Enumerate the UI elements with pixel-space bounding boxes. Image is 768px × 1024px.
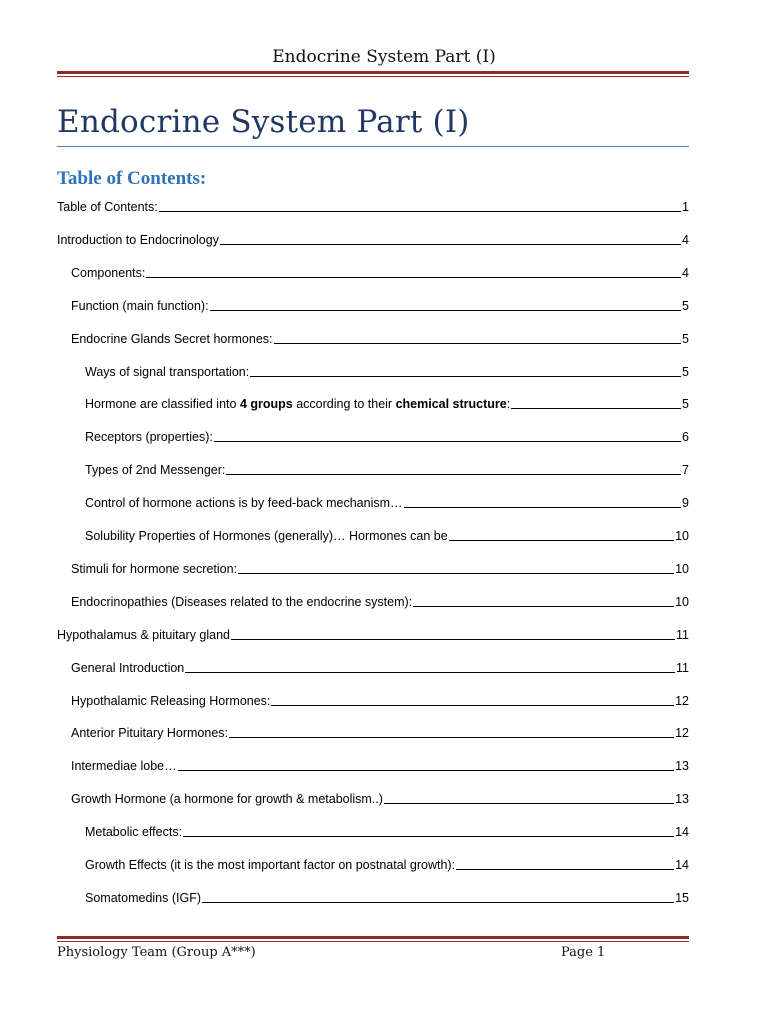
toc-entry-page-number: 14 [675,825,689,840]
toc-entry-label [71,297,209,315]
toc-entry[interactable] [71,659,689,677]
toc-entry-label-part: Table of Contents: [57,200,158,214]
toc-entry-page-number: 1 [682,200,689,214]
toc-leader-line [250,375,681,377]
toc-entry-label-part: Ways of signal transportation: [85,364,250,379]
toc-entry-label-part: Anterior Pituitary Hormones: [71,726,229,741]
toc-entry-page-number: 12 [675,726,689,741]
toc-leader-line [183,835,674,837]
toc-entry-label-part: Metabolic effects: [85,825,183,840]
toc-entry-label-part: : [506,397,511,412]
toc-leader-line [271,704,674,706]
toc-entry-label-part: Solubility Properties of Hormones (generally)… Hormones can be [85,529,448,543]
toc-leader-line [185,671,675,673]
running-header: Endocrine System Part (I) [272,47,496,67]
toc-entry[interactable] [71,757,689,775]
toc-entry-page-number: 7 [682,463,689,478]
toc-entry-page-number: 5 [682,331,689,346]
toc-entry[interactable] [57,231,689,249]
title-underline [57,146,689,147]
toc-entry-label [57,626,230,644]
toc-entry-label-bold-part: 4 groups [239,397,293,412]
header-divider [57,71,689,77]
document-title: Endocrine System Part (I) [57,104,470,140]
toc-entry-label-part: Components: [71,265,146,280]
toc-entry-label-part: Hypothalamus & pituitary gland [57,627,231,642]
toc-entry[interactable] [85,461,689,479]
toc-entry-label-part: Intermediae lobe… [71,759,177,774]
toc-entry-label-part: Growth Hormone (a hormone for growth & metabolism..) [71,792,383,807]
toc-leader-line [449,539,674,541]
toc-entry[interactable] [85,856,689,874]
toc-leader-line [178,769,674,771]
footer-page-number: Page 1 [561,945,606,960]
toc-entry-label-part: Receptors (properties): [85,430,213,445]
toc-entry-page-number: 11 [676,627,689,642]
toc-entry[interactable] [71,724,689,742]
toc-entry-page-number: 5 [682,298,689,313]
footer-team: Physiology Team (Group A***) [57,945,256,960]
toc-entry-label [57,231,219,249]
toc-entry-label-part: Somatomedins (IGF) [85,890,202,905]
toc-entry[interactable] [85,889,689,907]
toc-entry-page-number: 11 [676,660,689,675]
toc-entry-label [57,198,158,216]
toc-heading: Table of Contents: [57,168,207,189]
toc-entry-label-part: Endocrinopathies (Diseases related to the endocrine system): [71,594,413,609]
toc-entry-page-number: 14 [675,858,689,872]
toc-leader-line [159,210,681,212]
toc-entry-label-part: Hypothalamic Releasing Hormones: [71,693,271,708]
toc-leader-line [210,309,681,311]
toc-entry-label [71,724,228,742]
toc-entry[interactable] [57,626,689,644]
toc-entry-label [71,560,237,578]
toc-entry-label-part: Control of hormone actions is by feed-back mechanism… [85,496,403,511]
toc-entry-page-number: 5 [682,364,689,379]
toc-leader-line [274,342,682,344]
toc-entry-label-part: Types of 2nd Messenger: [85,463,226,478]
toc-entry[interactable] [71,560,689,578]
toc-entry[interactable] [71,790,689,808]
toc-leader-line [229,736,674,738]
toc-entry-page-number: 6 [682,430,689,445]
toc-entry-label [71,330,273,348]
toc-entry-label [85,461,225,479]
toc-entry-label [71,790,383,808]
toc-entry[interactable] [85,527,689,545]
toc-entry[interactable] [85,363,689,381]
toc-entry-page-number: 10 [675,561,689,576]
toc-entry-label [71,757,177,775]
toc-entry-label [71,659,184,677]
toc-entry-label [71,264,145,282]
toc-entry-label [71,692,270,710]
toc-leader-line [202,901,674,903]
toc-leader-line [220,243,681,245]
toc-entry-label [85,428,213,446]
toc-entry-label-part: General Introduction [71,660,185,675]
toc-entry[interactable] [71,297,689,315]
toc-entry[interactable] [71,264,689,282]
toc-entry-label-part: Growth Effects (it is the most important factor on postnatal growth): [85,858,456,872]
toc-leader-line [384,802,674,804]
toc-entry[interactable] [71,330,689,348]
toc-leader-line [413,605,674,607]
toc-leader-line [404,506,682,508]
toc-entry-label [85,527,448,545]
toc-entry-label [85,363,249,381]
toc-entry-page-number: 15 [675,890,689,905]
toc-leader-line [238,572,674,574]
toc-entry[interactable] [71,692,689,710]
toc-entry-page-number: 9 [682,496,689,511]
toc-entry-label-part: Stimuli for hormone secretion: [71,561,238,576]
toc-entry-label-part: Introduction to Endocrinology [57,232,219,247]
toc-entry-label-part: according to their [292,397,396,412]
toc-entry-label-part: Endocrine Glands Secret hormones: [71,331,273,346]
toc-entry-label [85,823,182,841]
toc-leader-line [214,440,681,442]
footer-divider [57,936,689,942]
toc-entry-label [85,494,403,512]
toc-entry-page-number: 10 [675,594,689,609]
toc-entry-label-bold-part: chemical structure [395,397,507,412]
toc-entry-page-number: 13 [675,759,689,774]
toc-entry-page-number: 4 [682,232,689,247]
toc-entry[interactable] [85,428,689,446]
toc-entry-label [71,593,412,611]
toc-entry-page-number: 12 [675,693,689,708]
toc-entry-label-part: Hormone are classified into [85,397,240,412]
toc-leader-line [511,407,681,409]
toc-entry[interactable] [71,593,689,611]
toc-entry-label-part: Function (main function): [71,298,209,313]
toc-entry[interactable] [57,198,689,216]
toc-entry-label [85,856,455,874]
toc-leader-line [231,638,675,640]
toc-leader-line [226,473,681,475]
toc-entry[interactable] [85,494,689,512]
toc-entry[interactable] [85,395,689,413]
toc-entry-page-number: 4 [682,265,689,280]
toc-leader-line [456,868,674,870]
toc-entry-page-number: 13 [675,792,689,807]
toc-entry-label [85,889,201,907]
toc-entry-label [85,395,510,413]
toc-entry-page-number: 5 [682,397,689,412]
toc-entry-page-number: 10 [675,529,689,543]
toc-leader-line [146,276,681,278]
toc-entry[interactable] [85,823,689,841]
